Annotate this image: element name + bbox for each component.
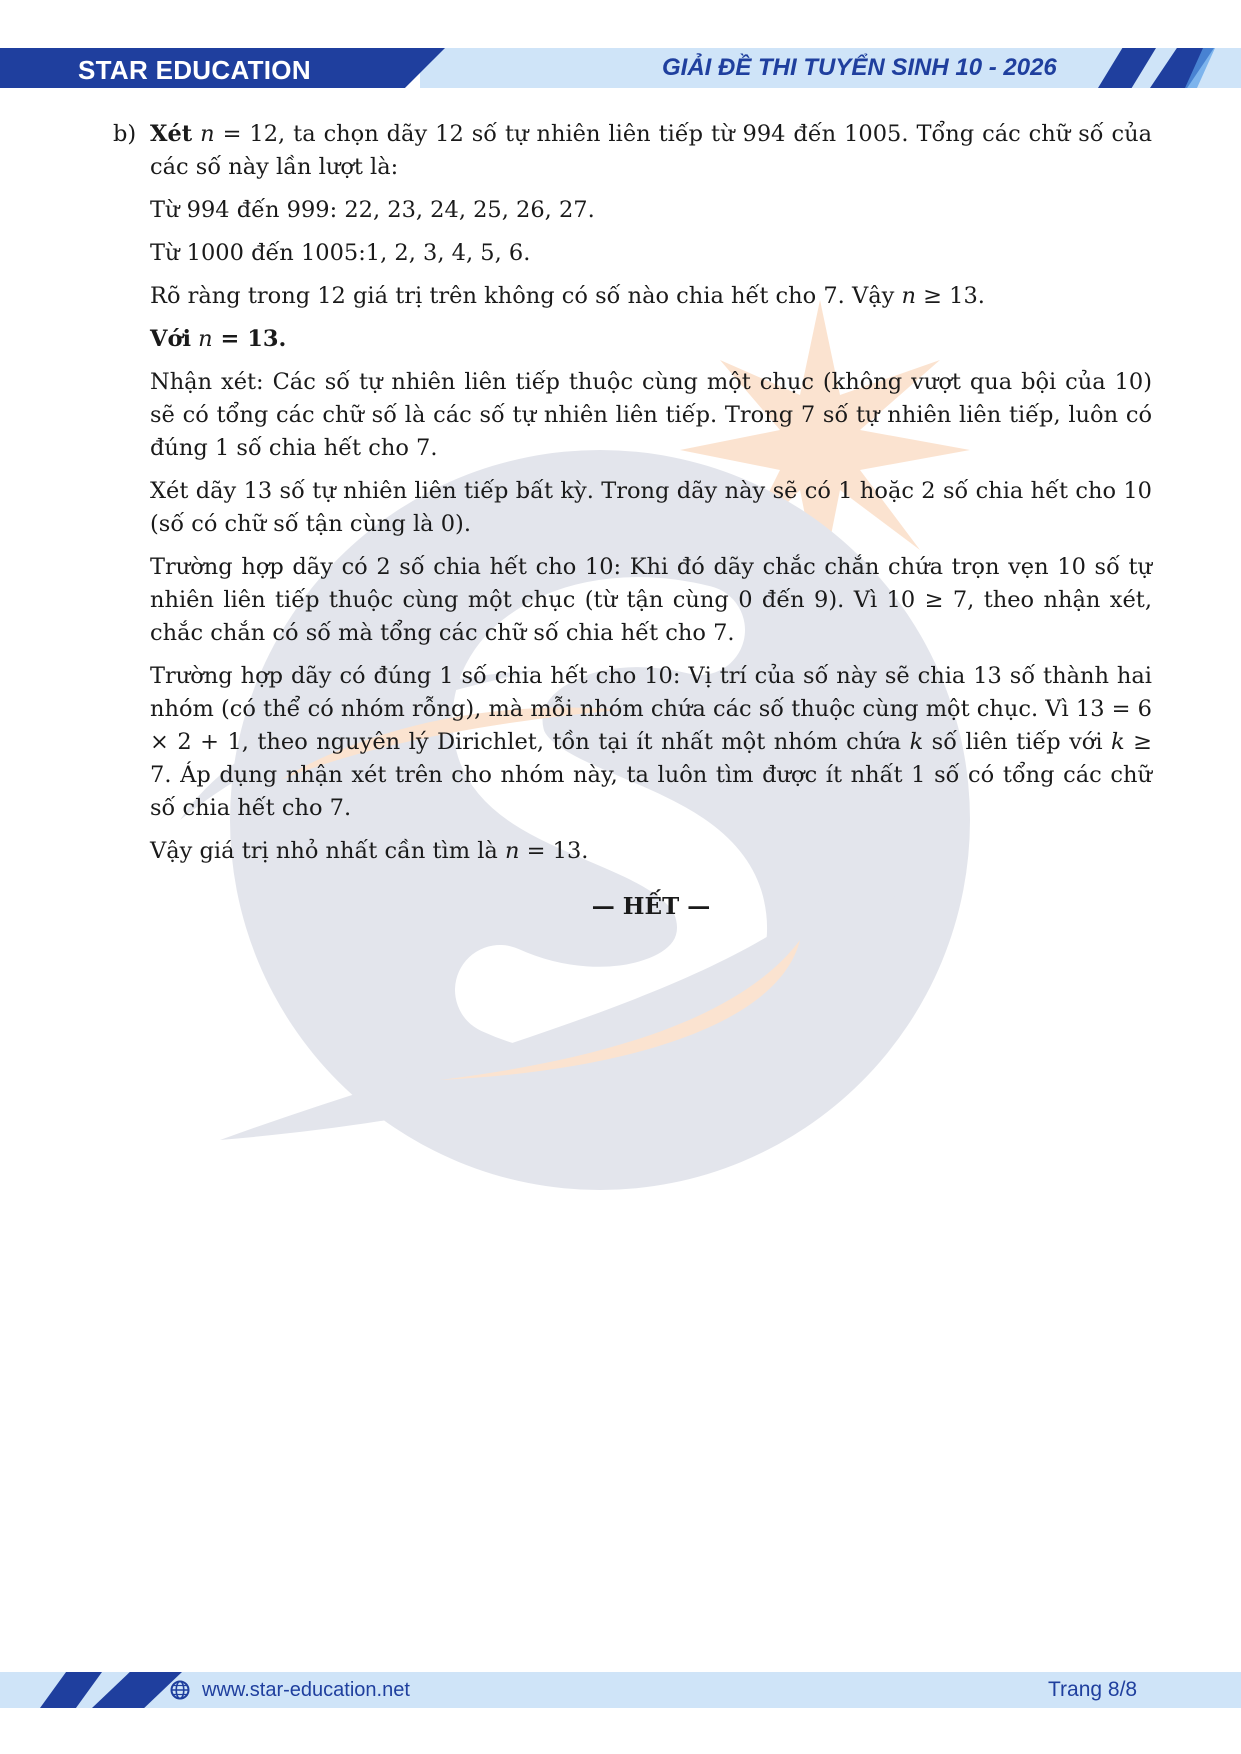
emphasis-text: = 13. <box>212 326 287 352</box>
paragraph-sums-1000: Từ 1000 đến 1005:1, 2, 3, 4, 5, 6. <box>150 240 531 266</box>
paragraph-text: Rõ ràng trong 12 giá trị trên không có số nào chia hết cho 7. Vậy <box>150 283 902 309</box>
brand-name: STAR EDUCATION <box>78 55 311 85</box>
page-header <box>0 48 1241 88</box>
emphasis-text: Xét <box>150 121 193 147</box>
website-link[interactable]: www.star-education.net <box>202 1679 410 1701</box>
emphasis-text: Với <box>150 326 192 352</box>
paragraph-text: Trường hợp dãy có đúng 1 số chia hết cho 10: Vị trí của số này sẽ chia 13 số thành hai nhóm (có thể có nhóm rỗng), mà mỗi nhóm chứa các số thuộc cùng một chục. Vì 13 = 6 × 2 + 1, theo nguyên lý Dirichlet, tồn tại ít nhất một nhóm chứa <box>150 663 1152 755</box>
paragraph-final-answer <box>150 835 1152 868</box>
math-variable: n <box>198 326 213 352</box>
paragraph-text: = 13. <box>519 838 589 864</box>
paragraph-text: = 12, ta chọn dãy 12 số tự nhiên liên tiếp từ 994 đến 1005. Tổng các chữ số của các số này lần lượt là: <box>150 121 1153 180</box>
end-mark: — HẾT — <box>591 893 711 920</box>
globe-icon <box>170 1680 190 1700</box>
paragraph-text: ≥ 7. Áp dụng nhận xét trên cho nhóm này, ta luôn tìm được ít nhất 1 số có tổng các chữ số chia hết cho 7. <box>150 729 1152 821</box>
paragraph-case-two-multiples: Trường hợp dãy có 2 số chia hết cho 10: Khi đó dãy chắc chắn chứa trọn vẹn 10 số tự nhiên liên tiếp thuộc cùng một chục (từ tận cùng 0 đến 9). Vì 10 ≥ 7, theo nhận xét, chắc chắn có số mà tổng các chữ số chia hết cho 7. <box>150 554 1152 646</box>
paragraph-remark: Nhận xét: Các số tự nhiên liên tiếp thuộc cùng một chục (không vượt qua bội của 10) sẽ có tổng các chữ số là các số tự nhiên liên tiếp. Trong 7 số tự nhiên liên tiếp, luôn có đúng 1 số chia hết cho 7. <box>150 369 1152 461</box>
item-marker: b) <box>113 121 137 147</box>
exam-title: GIẢI ĐỀ THI TUYỂN SINH 10 - 2026 <box>662 54 1057 81</box>
footer-stripe-decoration <box>92 1672 182 1708</box>
paragraph-text: ≥ 13. <box>916 283 985 309</box>
math-variable: k <box>1111 729 1125 755</box>
math-variable: k <box>909 729 924 755</box>
paragraph-text: số liên tiếp với <box>923 729 1112 755</box>
paragraph-text: Vậy giá trị nhỏ nhất cần tìm là <box>150 838 506 864</box>
math-variable: n <box>200 121 215 147</box>
paragraph-intro <box>113 118 1153 184</box>
paragraph-conclusion-12 <box>150 280 1152 313</box>
paragraph-case-one-multiple <box>150 660 1152 825</box>
solution-content <box>113 118 1153 923</box>
page-footer <box>0 1672 1241 1708</box>
paragraph-case-13 <box>150 323 1152 356</box>
math-variable: n <box>901 283 916 309</box>
paragraph-sums-994: Từ 994 đến 999: 22, 23, 24, 25, 26, 27. <box>150 197 595 223</box>
paragraph-sequence-13: Xét dãy 13 số tự nhiên liên tiếp bất kỳ. Trong dãy này sẽ có 1 hoặc 2 số chia hết cho 10 (số có chữ số tận cùng là 0). <box>150 478 1152 537</box>
footer-stripe-decoration <box>40 1672 102 1708</box>
math-variable: n <box>505 838 520 864</box>
page-number: Trang 8/8 <box>1048 1678 1138 1701</box>
